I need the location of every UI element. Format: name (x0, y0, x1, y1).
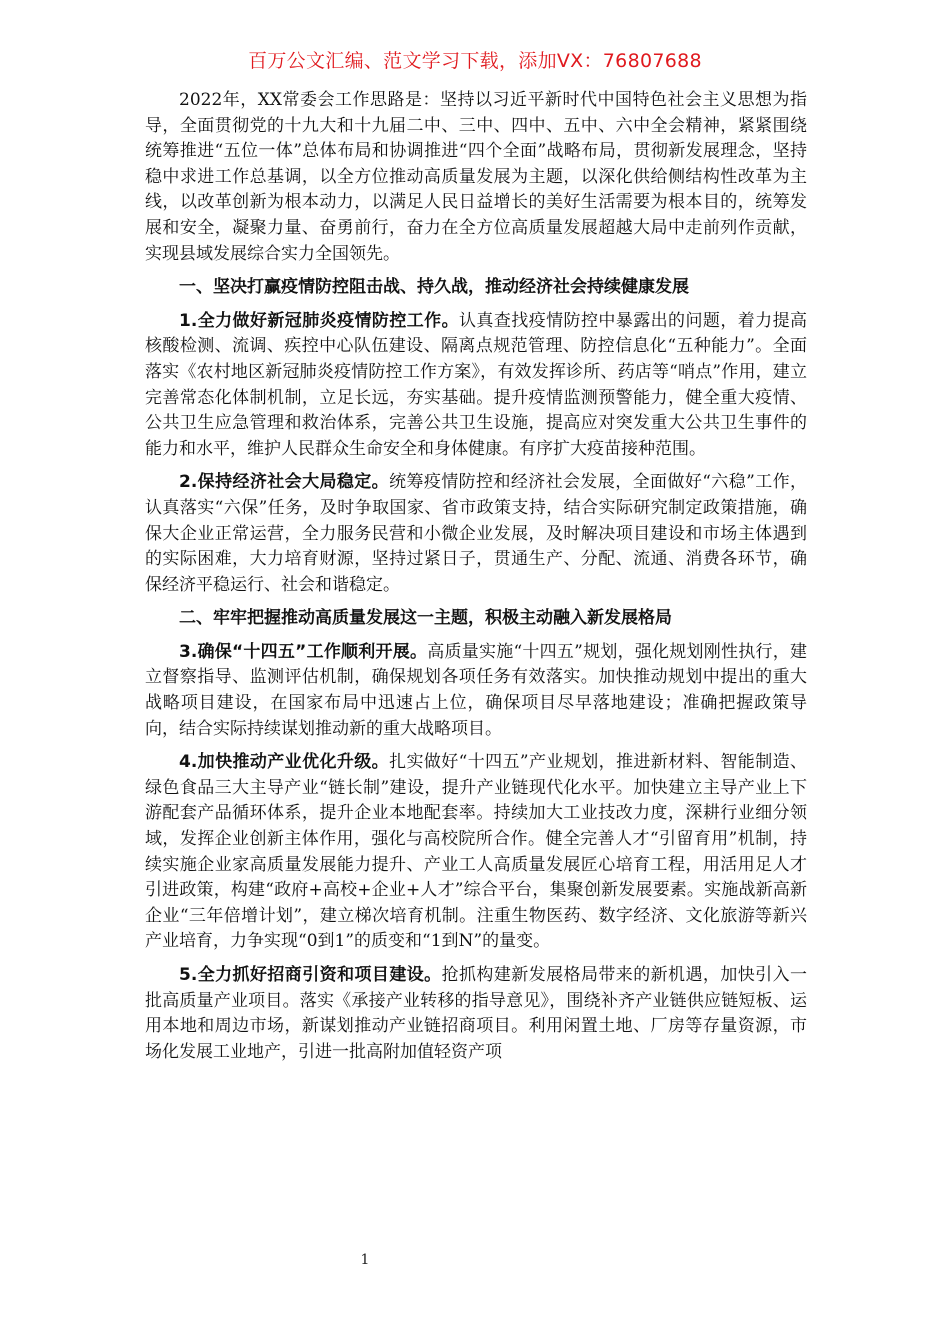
item-lead-1: 1.全力做好新冠肺炎疫情防控工作。 (179, 310, 460, 331)
item-paragraph-1 (145, 309, 807, 463)
item-text-4: 扎实做好“十四五”产业规划，推进新材料、智能制造、绿色食品三大主导产业“链长制”建设，提升产业链现代化水平。加快建立主导产业上下游配套产品循环体系，提升企业本地配套率。持续加大工业技改力度，深耕行业细分领域，发挥企业创新主体作用，强化与高校院所合作。健全完善人才“引留育用”机制，持续实施企业家高质量发展能力提升、产业工人高质量发展匠心培育工程，用活用足人才引进政策，构建“政府+高校+企业+人才”综合平台，集聚创新发展要素。实施战新高新企业“三年倍增计划”，建立梯次培育机制。注重生物医药、数字经济、文化旅游等新兴产业培育，力争实现“0到1”的质变和“1到N”的量变。 (145, 752, 807, 952)
section-heading-2: 二、牢牢把握推动高质量发展这一主题，积极主动融入新发展格局 (179, 608, 672, 629)
section-heading-1: 一、坚决打赢疫情防控阻击战、持久战，推动经济社会持续健康发展 (179, 277, 689, 298)
item-text-2: 统筹疫情防控和经济社会发展，全面做好“六稳”工作，认真落实“六保”任务，及时争取国家、省市政策支持，结合实际研究制定政策措施，确保大企业正常运营，全力服务民营和小微企业发展，及时解决项目建设和市场主体遇到的实际困难，大力培育财源，坚持过紧日子，贯通生产、分配、流通、消费各环节，确保经济平稳运行、社会和谐稳定。 (145, 472, 807, 595)
item-lead-5: 5.全力抓好招商引资和项目建设。 (179, 965, 442, 985)
item-text-3: 高质量实施“十四五”规划，强化规划刚性执行，建立督察指导、监测评估机制，确保规划各项任务有效落实。加快推动规划中提出的重大战略项目建设，在国家布局中迅速占上位，确保项目尽早落地建设；准确把握政策导向，结合实际持续谋划推动新的重大战略项目。 (145, 641, 807, 739)
item-lead-4: 4.加快推动产业优化升级。 (179, 752, 390, 773)
intro-paragraph: 2022年，XX常委会工作思路是：坚持以习近平新时代中国特色社会主义思想为指导，全面贯彻党的十九大和十九届二中、三中、四中、五中、六中全会精神，紧紧围绕统筹推进“五位一体”总体布局和协调推进“四个全面”战略布局，贯彻新发展理念，坚持稳中求进工作总基调，以全方位推动高质量发展为主题，以深化供给侧结构性改革为主线，以改革创新为根本动力，以满足人民日益增长的美好生活需要为根本目的，统筹发展和安全，凝聚力量、奋勇前行，奋力在全方位高质量发展超越大局中走前列作贡献，实现县域发展综合实力全国领先。 (145, 90, 807, 264)
item-paragraph-3 (145, 640, 807, 742)
promo-banner: 百万公文汇编、范文学习下载，添加VX：76807688 (248, 50, 702, 72)
item-paragraph-4 (145, 750, 807, 955)
item-lead-2: 2.保持经济社会大局稳定。 (179, 472, 390, 493)
item-lead-3: 3.确保“十四五”工作顺利开展。 (179, 641, 428, 662)
item-paragraph-5 (145, 963, 807, 1065)
item-text-5: 抢抓构建新发展格局带来的新机遇，加快引入一批高质量产业项目。落实《承接产业转移的指导意见》，围绕补齐产业链供应链短板、运用本地和周边市场，新谋划推动产业链招商项目。利用闲置土地、厂房等存量资源，市场化发展工业地产，引进一批高附加值轻资产项 (145, 965, 807, 1062)
item-paragraph-2 (145, 470, 807, 598)
page-number: 1 (360, 1252, 370, 1268)
document-body (145, 88, 807, 1065)
item-text-1: 认真查找疫情防控中暴露出的问题，着力提高核酸检测、流调、疾控中心队伍建设、隔离点规范管理、防控信息化“五种能力”。全面落实《农村地区新冠肺炎疫情防控工作方案》，有效发挥诊所、药店等“哨点”作用，建立完善常态化体制机制，立足长远，夯实基础。提升疫情监测预警能力，健全重大疫情、公共卫生应急管理和救治体系，完善公共卫生设施，提高应对突发重大公共卫生事件的能力和水平，维护人民群众生命安全和身体健康。有序扩大疫苗接种范围。 (145, 310, 807, 459)
